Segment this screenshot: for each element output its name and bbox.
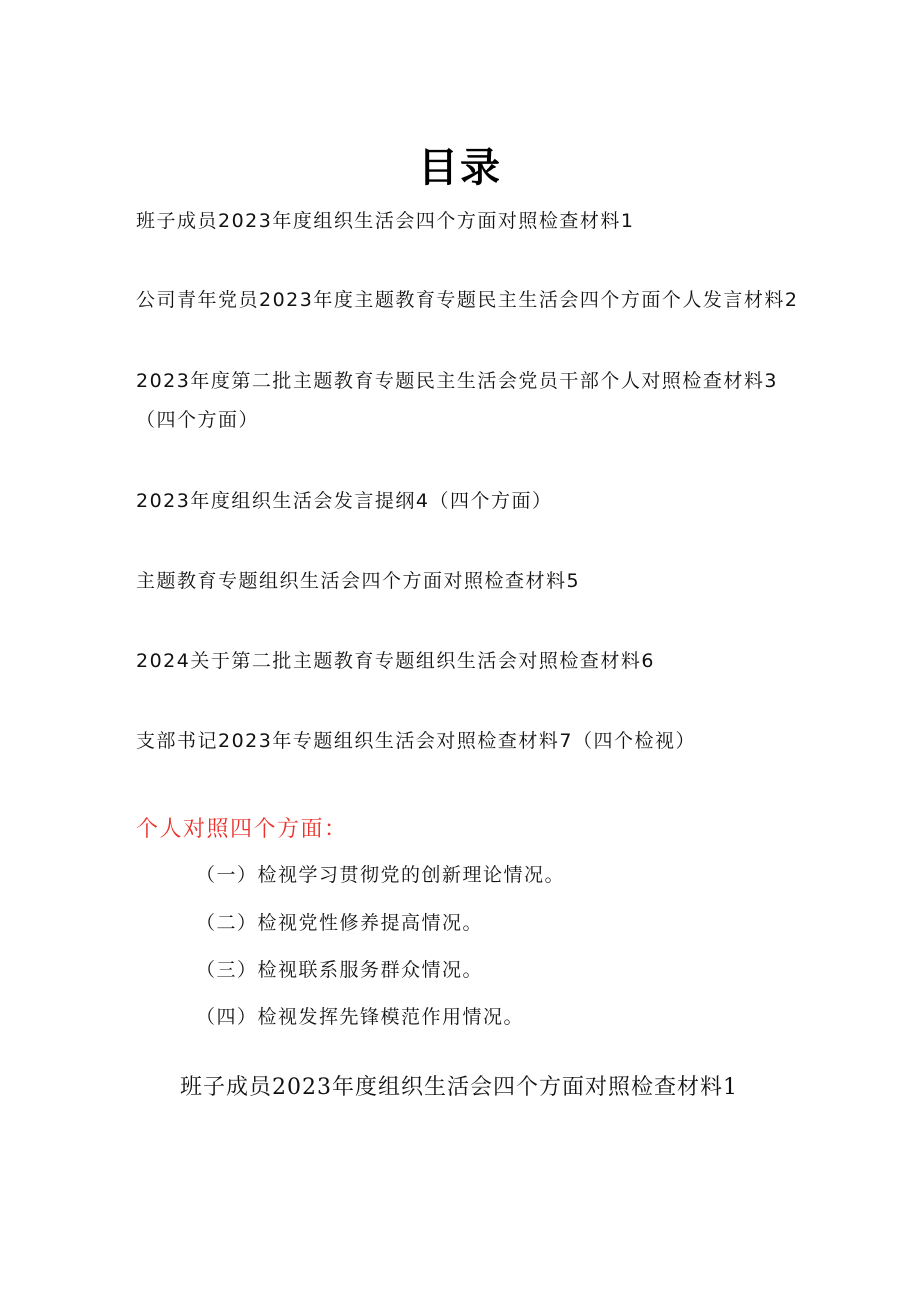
- toc-entry-7: 支部书记2023年专题组织生活会对照检查材料7（四个检视）: [136, 730, 696, 752]
- toc-entry-1: 班子成员2023年度组织生活会四个方面对照检查材料1: [136, 210, 635, 232]
- toc-entry-5: 主题教育专题组织生活会四个方面对照检查材料5: [136, 570, 581, 592]
- toc-entry-3: 2023年度第二批主题教育专题民主生活会党员干部个人对照检查材料3: [136, 370, 778, 392]
- toc-entry-4: 2023年度组织生活会发言提纲4（四个方面）: [136, 490, 553, 512]
- toc-entry-6: 2024关于第二批主题教育专题组织生活会对照检查材料6: [136, 650, 655, 672]
- aspect-item-2: （二）检视党性修养提高情况。: [196, 912, 484, 934]
- document-heading: 班子成员2023年度组织生活会四个方面对照检查材料1: [180, 1075, 738, 1100]
- toc-entry-3-continued: （四个方面）: [136, 409, 260, 431]
- aspect-item-3: （三）检视联系服务群众情况。: [196, 959, 484, 981]
- toc-title: 目录: [418, 145, 502, 191]
- toc-entry-2: 公司青年党员2023年度主题教育专题民主生活会四个方面个人发言材料2: [136, 289, 799, 311]
- aspect-item-1: （一）检视学习贯彻党的创新理论情况。: [196, 864, 566, 886]
- aspect-item-4: （四）检视发挥先锋模范作用情况。: [196, 1006, 525, 1028]
- aspects-heading: 个人对照四个方面：: [136, 817, 348, 842]
